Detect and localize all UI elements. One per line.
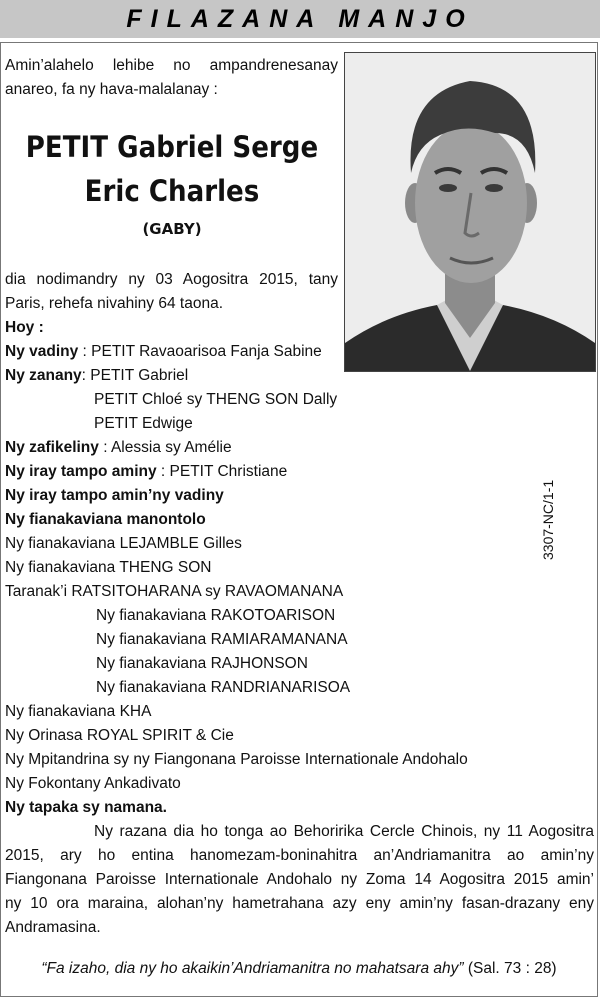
iray-tampo-label: Ny iray tampo aminy [5,463,157,480]
zanany-line [5,366,188,386]
family-line: Taranak’i RATSITOHARANA sy RAVAOMANANA [5,583,344,600]
funeral-line-5: Andramasina. [5,919,101,936]
zanany-value-2: PETIT Chloé sy THENG SON Dally [94,391,338,408]
family-line-indented: Ny fianakaviana RAMIARAMANANA [96,631,348,648]
zanany-value-1: : PETIT Gabriel [81,367,189,384]
funeral-line-3: Fiangonana Paroisse Internationale Andohalo ny Zoma 14 Aogositra 2015 amin’ [5,871,594,888]
hoy-label: Hoy : [5,319,44,336]
header-bar [0,0,600,38]
header-title: FILAZANA MANJO [126,4,474,33]
deceased-name-line-1: PETIT Gabriel Serge [25,130,319,164]
iray-tampo-line [5,462,287,482]
portrait-photo [344,52,596,372]
zanany-value-3: PETIT Edwige [94,415,193,432]
zafikeliny-label: Ny zafikeliny [5,439,99,456]
iray-tampo-value: : PETIT Christiane [156,463,288,480]
family-line: Ny Orinasa ROYAL SPIRIT & Cie [5,727,234,744]
zanany-label: Ny zanany [5,367,82,384]
funeral-line-1: Ny razana dia ho tonga ao Behoririka Cercle Chinois, ny 11 Aogositra [94,823,594,840]
bible-quote [0,960,598,978]
intro-line-1: Amin’alahelo lehibe no ampandrenesanay [5,57,338,74]
quote-ref: (Sal. 73 : 28) [467,960,557,977]
death-line-2: Paris, rehefa nivahiny 64 taona. [5,295,223,312]
death-line-1: dia nodimandry ny 03 Aogositra 2015, tany [5,271,338,288]
family-line-indented: Ny fianakaviana RANDRIANARISOA [96,679,351,696]
family-line: Ny fianakaviana THENG SON [5,559,212,576]
family-line: Ny Fokontany Ankadivato [5,775,181,792]
tapaka-line: Ny tapaka sy namana. [5,799,167,816]
family-line: Ny fianakaviana KHA [5,703,152,720]
family-line-indented: Ny fianakaviana RAKOTOARISON [96,607,336,624]
deceased-name-line-2: Eric Charles [84,174,260,208]
zafikeliny-line [5,438,232,458]
vadiny-label: Ny vadiny [5,343,79,360]
intro-line-2: anareo, fa ny hava-malalanay : [5,81,218,98]
iray-tampo-vadiny: Ny iray tampo amin’ny vadiny [5,487,224,504]
funeral-line-2: 2015, ary ho entina hanomezam-boninahitra an’Andriamanitra ao amin’ny [5,847,594,864]
funeral-line-4: ny 10 ora maraina, alohan’ny hametrahana azy eny amin’ny fasan-drazany eny [5,895,594,912]
family-line: Ny Mpitandrina sy ny Fiangonana Paroisse Internationale Andohalo [5,751,468,768]
family-line: Ny fianakaviana LEJAMBLE Gilles [5,535,242,552]
reference-code: 3307-NC/1-1 [540,479,556,560]
deceased-nickname: (GABY) [142,220,202,238]
vadiny-line [5,342,322,362]
zafikeliny-value: : Alessia sy Amélie [98,439,232,456]
quote-text: “Fa izaho, dia ny ho akaikin’Andriamanitra no mahatsara ahy” [41,960,464,977]
vadiny-value: : PETIT Ravaoarisoa Fanja Sabine [82,343,322,360]
family-line-indented: Ny fianakaviana RAJHONSON [96,655,308,672]
fianakaviana-manontolo: Ny fianakaviana manontolo [5,511,206,528]
